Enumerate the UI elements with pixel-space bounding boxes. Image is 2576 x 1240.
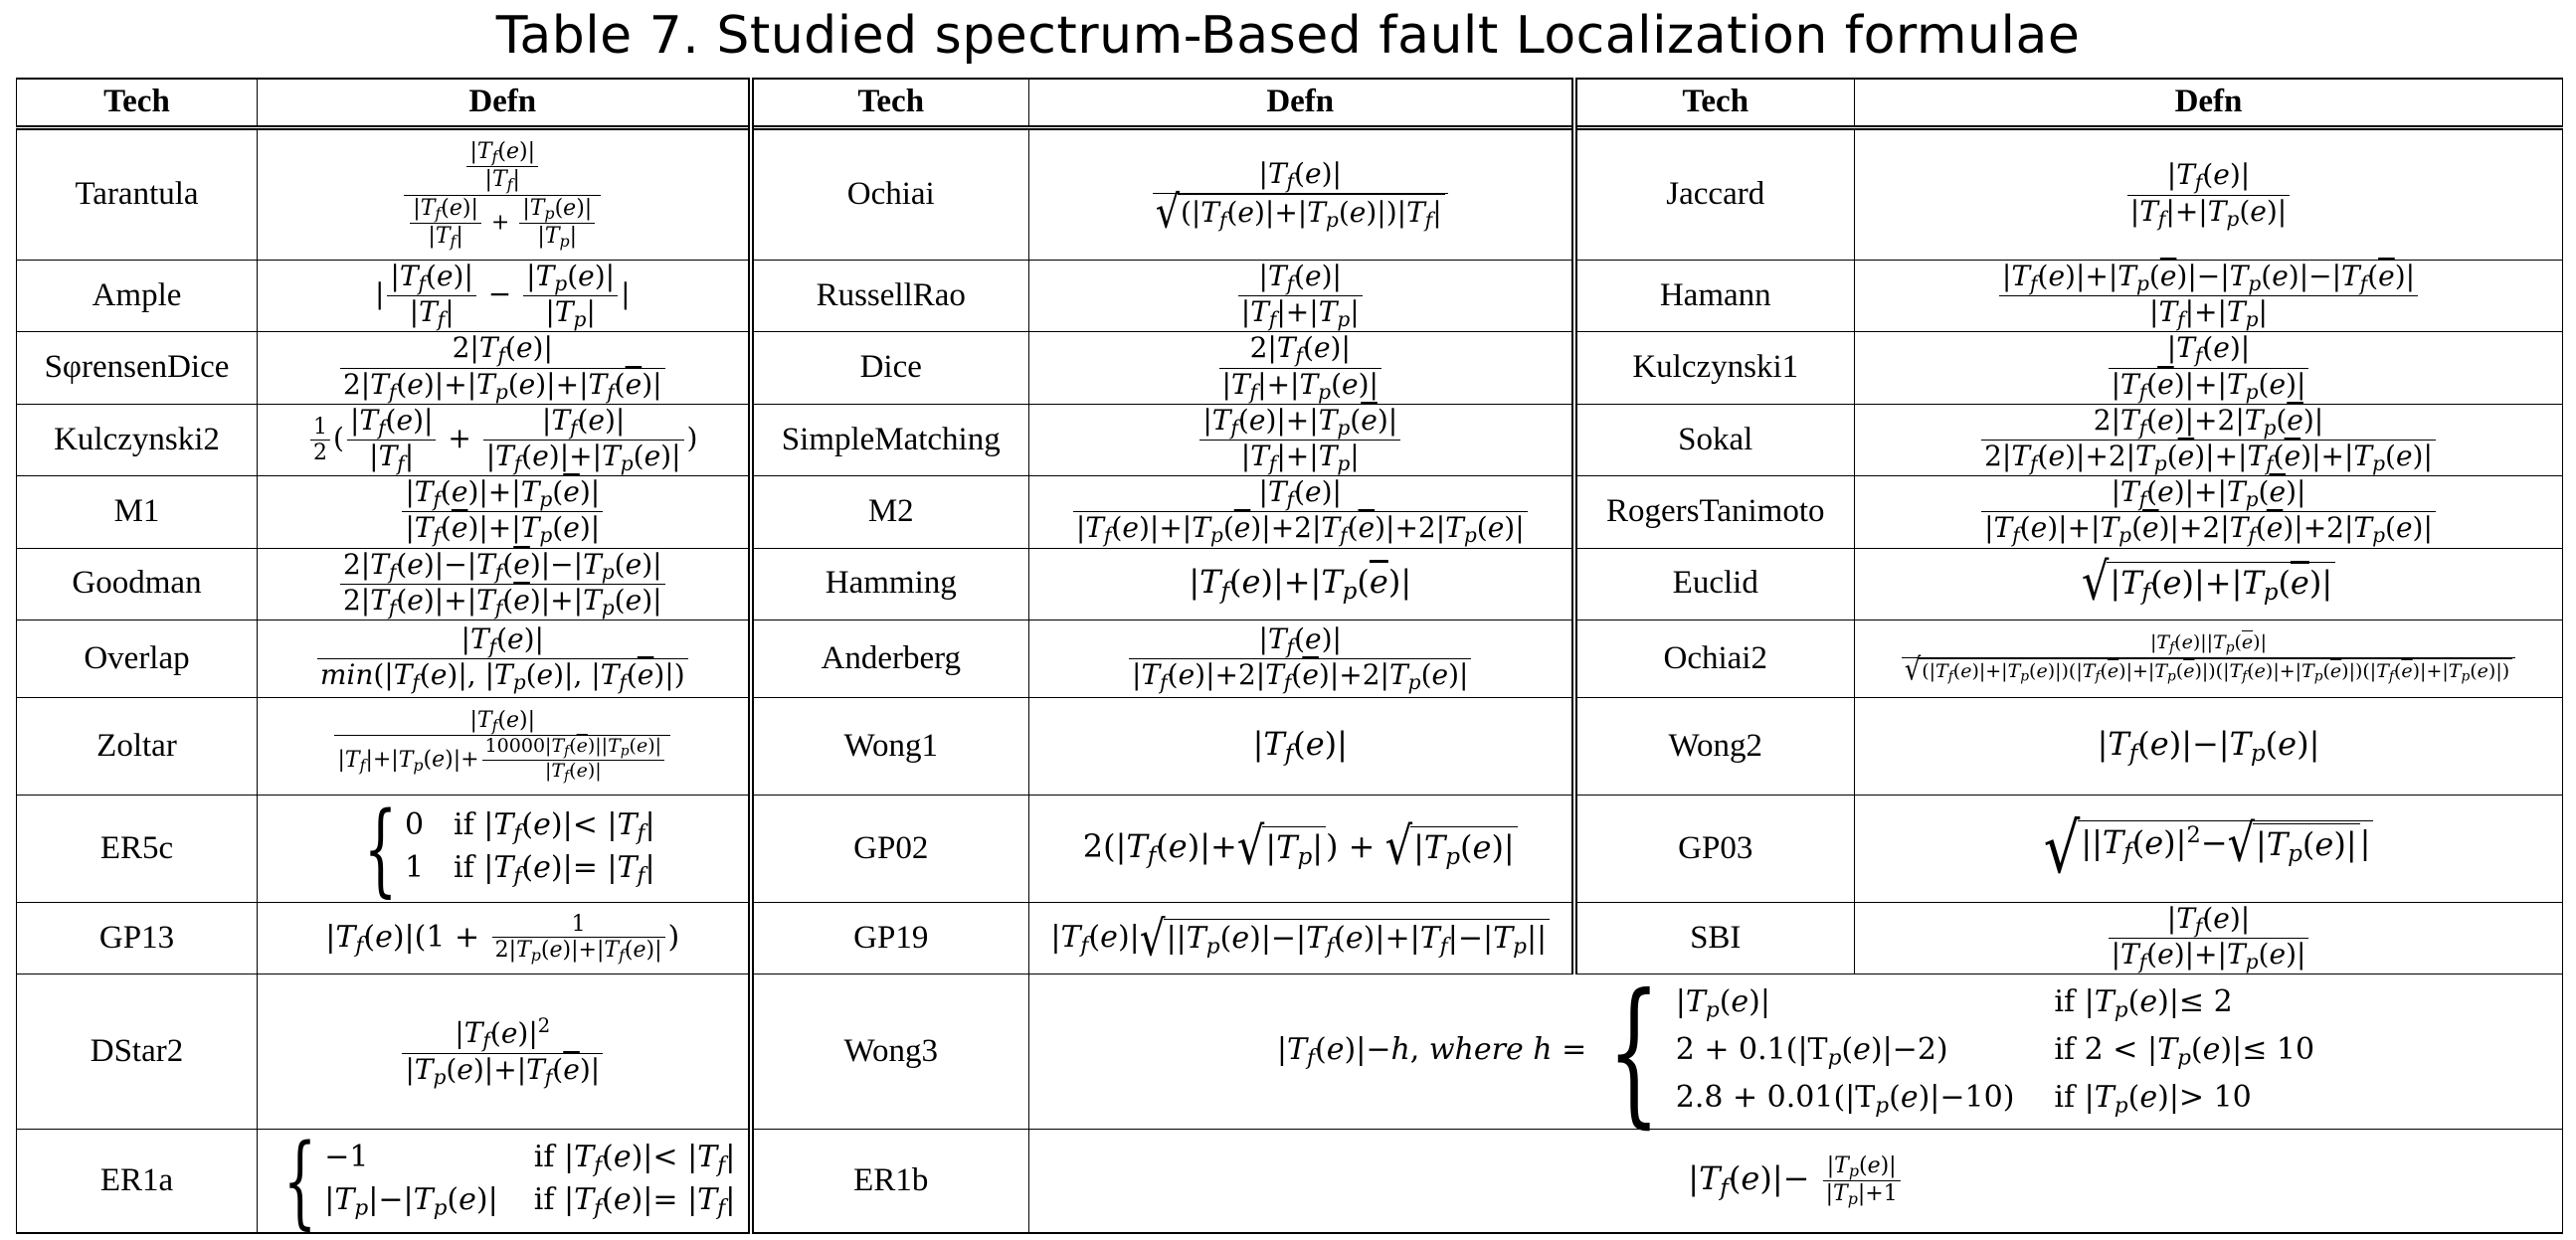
formula-rogerstanimoto: $\frac{|T_f(e)|+|T_p(\overline{e})|}{|T_f(e)|+|T_p(\overline{e})|+2|T_f(\overline{e})|+2|T_p(e)|}$ <box>1855 476 2563 548</box>
formula-kulczynski2: $\frac{1}{2}$ ( $\frac{|T_f(e)|}{|T_f|}$ + $\frac{|T_f(e)|}{|T_f(e)|+|T_p(e)|}$ ) <box>258 404 751 475</box>
formula-goodman: $\frac{2|T_f(e)|-|T_f(\overline{e})|-|T_p(e)|}{2|T_f(e)|+|T_f(\overline{e})|+|T_p(e)|}$ <box>258 548 751 620</box>
formula-wong3: $|T_f(e)|-h$, where h = { $|T_p(e)|$ if $|T_p(e)|\le 2$ $2 + 0.1(|T_p(e)|-2)$ if $2 < |T_p(e)|\le 10$ $2.8 + 0.01(|T_p(e)|-10)$ if $|T_p(e)|> 10$ <box>1029 974 2563 1130</box>
formula-ample: | $\frac{|T_f(e)|}{|T_f|}$ − $\frac{|T_p(e)|}{|T_p|}$ | <box>258 261 751 332</box>
tech-dice: Dice <box>751 332 1029 404</box>
header-tech-3: Tech <box>1574 79 1855 128</box>
tech-euclid: Euclid <box>1574 548 1855 620</box>
formula-m1: $\frac{|T_f(e)|+|T_p(\overline{e})|}{|T_f(\overline{e})|+|T_p(e)|}$ <box>258 476 751 548</box>
tech-kulczynski1: Kulczynski1 <box>1574 332 1855 404</box>
tech-gp19: GP19 <box>751 903 1029 974</box>
tech-gp03: GP03 <box>1574 796 1855 903</box>
formula-overlap: $\frac{|T_f(e)|}{\min(|T_f(e)|, |T_p(e)|, |T_f(\overline{e})|)}$ <box>258 620 751 698</box>
tech-goodman: Goodman <box>17 548 258 620</box>
header-defn-2: Defn <box>1029 79 1574 128</box>
formula-russellrao: $\frac{|T_f(e)|}{|T_f|+|T_p|}$ <box>1029 261 1574 332</box>
header-defn-3: Defn <box>1855 79 2563 128</box>
tech-tarantula: Tarantula <box>17 128 258 261</box>
tech-jaccard: Jaccard <box>1574 128 1855 261</box>
formula-er1b: $|T_f(e)|-$ $\frac{|T_p(e)|}{|T_p|+1}$ <box>1029 1130 2563 1233</box>
tech-simplematching: SimpleMatching <box>751 404 1029 475</box>
tech-hamming: Hamming <box>751 548 1029 620</box>
tech-overlap: Overlap <box>17 620 258 698</box>
formula-ochiai: $|T_f(e)|$ √ $(|T_f(e)|+|T_p(e)|)|T_f|$ <box>1029 128 1574 261</box>
tech-zoltar: Zoltar <box>17 698 258 796</box>
formula-gp13: $|T_f(e)|(1$ + $\frac{1}{2|T_p(e)|+|T_f(e)|}$ ) <box>258 903 751 974</box>
formula-jaccard: $\frac{|T_f(e)|}{|T_f|+|T_p(e)|}$ <box>1855 128 2563 261</box>
formula-sokal: $\frac{2|T_f(e)|+2|T_p(\overline{e})|}{2|T_f(e)|+2|T_p(\overline{e})|+|T_f(\overline{e})|+|T_p(e)|}$ <box>1855 404 2563 475</box>
header-tech-2: Tech <box>751 79 1029 128</box>
tech-ochiai: Ochiai <box>751 128 1029 261</box>
tech-dstar2: DStar2 <box>17 974 258 1130</box>
formula-wong1: $|T_f(e)|$ <box>1029 698 1574 796</box>
tech-sorensendice: SφrensenDice <box>17 332 258 404</box>
formula-tarantula: $\frac{|T_f(e)|}{|T_f|}$ $\frac{|T_f(e)|}{|T_f|}$ + $\frac{|T_p(e)|}{|T_p|}$ <box>258 128 751 261</box>
formula-wong2: $|T_f(e)|-|T_p(e)|$ <box>1855 698 2563 796</box>
tech-hamann: Hamann <box>1574 261 1855 332</box>
formula-er1a: { −1 if $|T_f(e)|< |T_f|$ $|T_p|-|T_p(e)|$ if $|T_f(e)|= |T_f|$ <box>258 1130 751 1233</box>
formula-zoltar: $|T_f(e)|$ $|T_f|+|T_p(e)|+$ $\frac{10000|T_f(\overline{e})||T_p(e)|}{|T_f(e)|}$ <box>258 698 751 796</box>
tech-m1: M1 <box>17 476 258 548</box>
formula-sorensendice: $\frac{2|T_f(e)|}{2|T_f(e)|+|T_p(e)|+|T_f(\overline{e})|}$ <box>258 332 751 404</box>
tech-sbi: SBI <box>1574 903 1855 974</box>
formula-gp19: $|T_f(e)|$ √ $||T_p(e)|-|T_f(e)|+|T_f|-|T_p||$ <box>1029 903 1574 974</box>
tech-sokal: Sokal <box>1574 404 1855 475</box>
tech-ample: Ample <box>17 261 258 332</box>
tech-er5c: ER5c <box>17 796 258 903</box>
formula-sbi: $\frac{|T_f(e)|}{|T_f(e)|+|T_p(e)|}$ <box>1855 903 2563 974</box>
header-defn-1: Defn <box>258 79 751 128</box>
tech-m2: M2 <box>751 476 1029 548</box>
formula-dstar2: $\frac{|T_f(e)|^2}{|T_p(e)|+|T_f(\overline{e})|}$ <box>258 974 751 1130</box>
header-tech-1: Tech <box>17 79 258 128</box>
tech-wong2: Wong2 <box>1574 698 1855 796</box>
tech-er1b: ER1b <box>751 1130 1029 1233</box>
tech-ochiai2: Ochiai2 <box>1574 620 1855 698</box>
tech-anderberg: Anderberg <box>751 620 1029 698</box>
formula-euclid: √ $|T_f(e)|+|T_p(\overline{e})|$ <box>1855 548 2563 620</box>
tech-gp13: GP13 <box>17 903 258 974</box>
formula-table <box>16 78 2562 1240</box>
tech-kulczynski2: Kulczynski2 <box>17 404 258 475</box>
tech-wong3: Wong3 <box>751 974 1029 1130</box>
formula-anderberg: $\frac{|T_f(e)|}{|T_f(e)|+2|T_f(\overline{e})|+2|T_p(e)|}$ <box>1029 620 1574 698</box>
tech-wong1: Wong1 <box>751 698 1029 796</box>
formula-gp03: √ $||T_f(e)|^2-$ √ $|T_p(e)|$ | <box>1855 796 2563 903</box>
formula-simplematching: $\frac{|T_f(e)|+|T_p(\overline{e})|}{|T_f|+|T_p|}$ <box>1029 404 1574 475</box>
formula-ochiai2: $|T_f(e)||T_p(\overline{e})|$ √ $(|T_f(e)|+|T_p(e)|)(|T_f(\overline{e})|+|T_p(\overline{e})|)(|T_f(e)|+|T_p(\overline{e})|)(|T_f(\overline{e})|+|T_p(e)|)$ <box>1855 620 2563 698</box>
formula-er5c: { 0 if $|T_f(e)|< |T_f|$ 1 if $|T_f(e)|= |T_f|$ <box>258 796 751 903</box>
tech-russellrao: RussellRao <box>751 261 1029 332</box>
formula-kulczynski1: $\frac{|T_f(e)|}{|T_f(\overline{e})|+|T_p(e)|}$ <box>1855 332 2563 404</box>
formula-hamann: $\frac{|T_f(e)|+|T_p(\overline{e})|-|T_p(e)|-|T_f(\overline{e})|}{|T_f|+|T_p|}$ <box>1855 261 2563 332</box>
table-caption: Table 7. Studied spectrum-Based fault Localization formulae <box>495 6 2081 66</box>
tech-gp02: GP02 <box>751 796 1029 903</box>
tech-rogerstanimoto: RogersTanimoto <box>1574 476 1855 548</box>
tech-er1a: ER1a <box>17 1130 258 1233</box>
formula-gp02: $2(|T_f(e)|+$ √ $|T_p|$ ) + √ $|T_p(e)|$ <box>1029 796 1574 903</box>
formula-hamming: $|T_f(e)|+|T_p(\overline{e})|$ <box>1029 548 1574 620</box>
formula-dice: $\frac{2|T_f(e)|}{|T_f|+|T_p(e)|}$ <box>1029 332 1574 404</box>
formula-m2: $\frac{|T_f(e)|}{|T_f(e)|+|T_p(\overline{e})|+2|T_f(\overline{e})|+2|T_p(e)|}$ <box>1029 476 1574 548</box>
